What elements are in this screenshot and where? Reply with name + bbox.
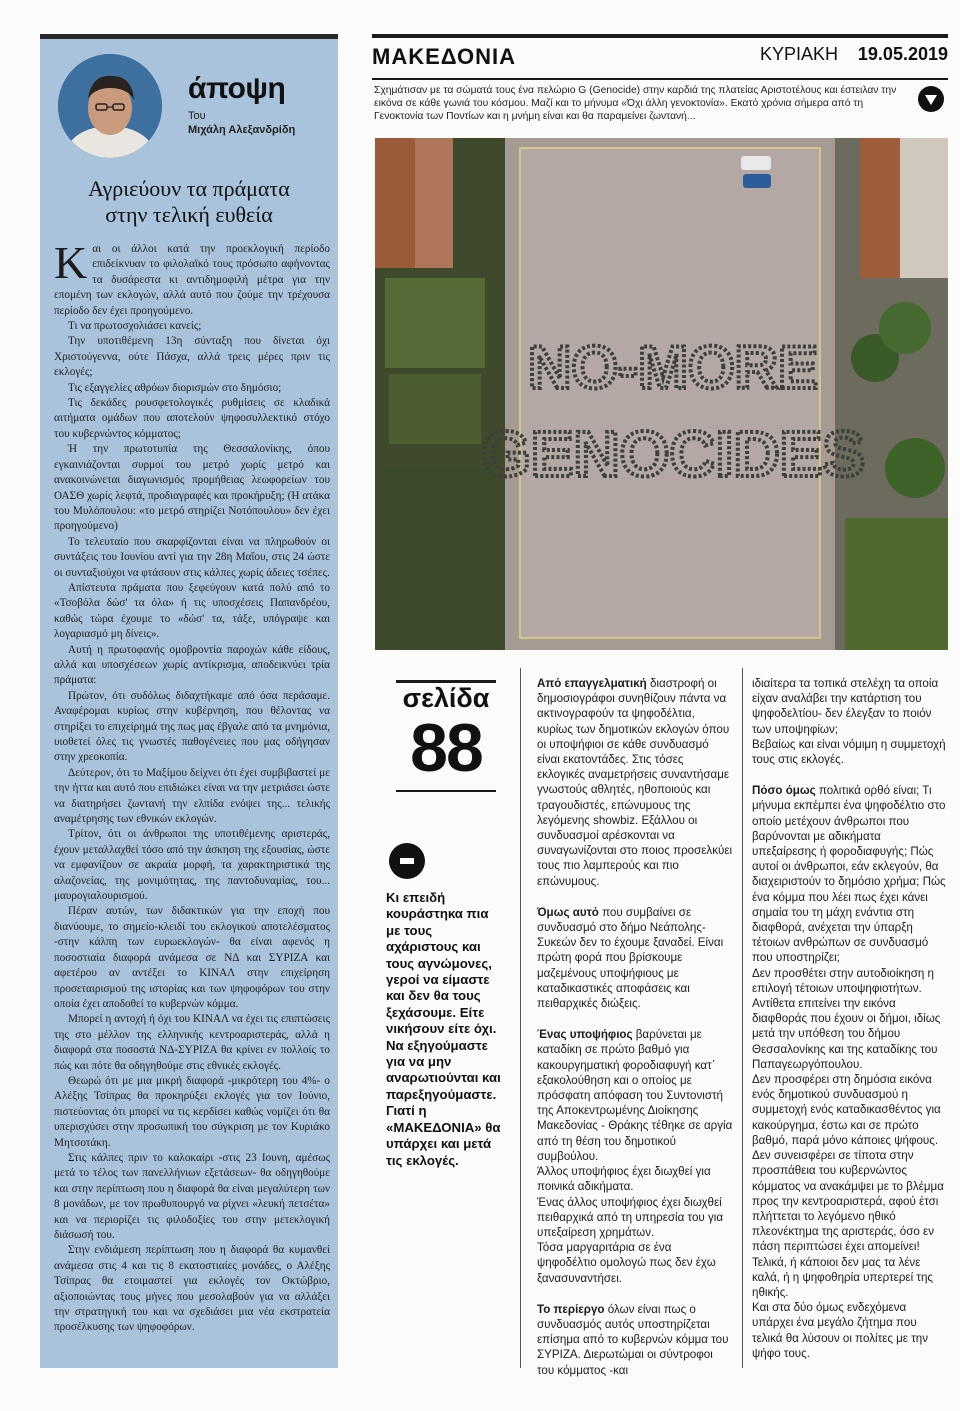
article-paragraph: Τελικά, ή κάποιοι δεν μας τα λένε καλά, ή η ψηφοθηρία υπερτερεί της ηθικής.	[752, 1255, 933, 1299]
opinion-paragraph: Την υποτιθέμενη 13η σύνταξη που δίνεται όχι Χριστούγεννα, ούτε Πάσχα, αλλά τρεις μέρες πριν τις εκλογές;	[54, 335, 330, 379]
article-column-1	[537, 676, 733, 1378]
photo-caption: Σχημάτισαν με τα σώματά τους ένα πελώριο G (Genocide) στην καρδιά της πλατείας Αριστοτέλους και έστειλαν την εικόνα σε κάθε γωνιά του κόσμου. Μαζί και το μήνυμα «Όχι άλλη γενοκτονία». Εκατό χρόνια σήμερα από τη Γενοκτονία των Ποντίων και η μνήμη είναι και θα παραμείνει ζωντανή...	[374, 85, 897, 122]
selida-bottom-rule	[396, 790, 496, 792]
article-paragraph: Όμως αυτό που συμβαίνει σε συνδυασμό στο δήμο Νεάπολης-Συκεών δεν το έχουμε ξαναδεί. Είναι πρώτη φορά που βρίσκουμε μαζεμένους υποψήφιους με καταδικαστικές αποφάσεις και πειθαρχικές διώξεις.	[537, 905, 724, 1011]
masthead-top-rule	[372, 34, 948, 38]
opinion-body	[54, 237, 330, 1336]
article-paragraph: ιδιαίτερα τα τοπικά στελέχη τα οποία είχαν αναλάβει την κατάρτιση του ψηφοδελτίου- δεν έλεγξαν το ποιόν των υποψηφίων;	[752, 677, 939, 736]
opinion-top-rule	[40, 34, 338, 39]
triangle-down-icon	[918, 86, 944, 112]
article-paragraph: Ένας υποψήφιος βαρύνεται με καταδίκη σε πρώτο βαθμό για κακουργηματική φοροδιαφυγή κατ΄ εξακολούθηση και ο οποίος με πρόσφατη απόφαση του Συντονιστή της Αποκεντρωμένης Διοίκησης Μακεδονίας - Θράκης τέθηκε σε αργία από τη θέση του δημοτικού συμβούλου.	[537, 1028, 733, 1163]
opinion-headline	[40, 176, 338, 228]
article-paragraph: Δεν προσθέτει στην αυτοδιοίκηση η επιλογή τέτοιων υποψηφιοτήτων. Αντίθετα επιτείνει την εικόνα διαφθοράς που έχουν οι δήμοι, ιδίως μετά την υπόθεση του δήμου Θεσσαλονίκης και της καταδίκης του Παπαγεωργόπουλου.	[752, 966, 941, 1071]
minus-icon	[389, 843, 425, 879]
opinion-paragraph: Και οι άλλοι κατά την προεκλογική περίοδο επιδείκνυαν το φιλολαϊκό τους πρόσωπο αφήνοντας τα δυσάρεστα κι αντιδημοφιλή μέτρα για την επομένη των εκλογών, αλλά αυτό που ζούμε την τρέχουσα περίοδο δεν έχει προηγούμενο.	[54, 237, 330, 317]
opinion-rubric: άποψη	[188, 72, 286, 105]
issue-date: 19.05.2019	[857, 44, 948, 64]
selida-label: σελίδα	[402, 683, 490, 713]
article-paragraph: Πόσο όμως πολιτικά ορθό είναι; Τι μήνυμα εκπέμπει ένα ψηφοδέλτιο στο οποίο μετέχουν άνθρωποι που βαρύνονται με αδικήματα υπεξαίρεσης ή φοροδιαφυγής; Πώς αυτοί οι άνθρωποι, εάν εκλεγούν, θα διαχειριστούν το δημόσιο χρήμα; Πώς ένα κόμμα που λέει πως έχει κάνει σημαία του τη μάχη ενάντια στη διαφθορά, ανέχεται την ύπαρξη τέτοιων ανθρώπων σε συνδυασμό που υποστηρίζει;	[752, 784, 946, 965]
article-paragraph: Και στα δύο όμως ενδεχόμενα υπάρχει ένα μεγάλο ζήτημα που τελικά θα λύσουν οι πολίτες με την ψήφο τους.	[752, 1301, 929, 1360]
opinion-paragraph: Τις δεκάδες ρουσφετολογικές ρυθμίσεις σε κλαδικά αιτήματα ομάδων που αποτελούν ψηφοσυλλεκτικό στόχο του κυβερνώντος κόμματος;	[54, 397, 330, 440]
article-paragraph: Άλλος υποψήφιος έχει διωχθεί για ποινικά αδικήματα.	[537, 1165, 711, 1194]
article-paragraph: Τόσα μαργαριτάρια σε ένα ψηφοδέλτιο ομολογώ πως δεν έχω ξανασυναντήσει.	[537, 1241, 716, 1285]
opinion-paragraph: Το τελευταίο που σκαρφίζονται είναι να πληρωθούν οι συντάξεις του Ιουνίου αντί για την 28η Μαΐου, στις 24 ώστε οι συνταξιούχοι να φτάσουν στις κάλπες χωρίς άδειες τσέπες.	[54, 535, 330, 579]
opinion-paragraph: Τρίτον, ότι οι άνθρωποι της υποτιθέμενης αριστεράς, έχουν μεταλλαχθεί τόσο από την άσκηση της εξουσίας, ώστε να εμφανίζουν σε ακραία μορφή, τα χαρακτηριστικά της αλαζονείας, της μονιμότητας, της παντοδυναμίας, του... μαυρογιαλουρισμού.	[54, 828, 330, 903]
opinion-paragraph: Πέραν αυτών, των διδακτικών για την εποχή που διανύουμε, το σημείο-κλειδί του εκλογικού αποτελέσματος -στην κάλπη των ευρωεκλογών- θα είναι αφενός η ποσοστιαία διαφορά ανάμεσα σε ΝΔ και ΣΥΡΙΖΑ και αφετέρου αν αντέξει το ΚΙΝΑΛ στην επιχείρηση προσεταιρισμού της ιστορίας και των ψηφοφόρων του στην οποία έχει αποδοθεί το κυβερνών κόμμα.	[54, 905, 330, 1010]
article-paragraph: Δεν συνεισφέρει σε τίποτα στην προσπάθεια του κυβερνώντος κόμματος να ανακάμψει με το βλέμμα προς την κεντροαριστερά, αφού έτσι πλήττεται το λεγόμενο ηθικό πλεονέκτημα της αριστεράς, όσο εν πάση περιπτώσει έχει απομείνει!	[752, 1149, 944, 1254]
headline-line-2: στην τελική ευθεία	[105, 202, 273, 227]
opinion-paragraph: Θεωρώ ότι με μια μικρή διαφορά -μικρότερη του 4%- ο Αλέξης Τσίπρας θα προκηρύξει εκλογές για τον Ιούνιο, πιστεύοντας ότι μπορεί να τις κερδίσει καθώς νομίζει ότι θα υπερισχύσει στην προσωπική του σύγκριση με τον Κυριάκο Μητσοτάκη.	[54, 1074, 330, 1149]
selida-number: 88	[410, 710, 482, 786]
opinion-paragraph: Αυτή η πρωτοφανής ομοβροντία παροχών κάθε είδους, αλλά και υποσχέσεων χωρίς αντίκρισμα, αποδεικνύει τρία πράματα:	[54, 643, 330, 687]
article-paragraph: Ένας άλλος υποψήφιος έχει διωχθεί πειθαρχικά από τη υπηρεσία του για υπεξαίρεση χρημάτων.	[537, 1195, 724, 1239]
masthead	[372, 34, 948, 69]
opinion-paragraph: Απίστευτα πράματα που ξεφεύγουν κατά πολύ από το «Τσοβόλα δώσ' τα όλα» ή τις υποσχέσεις Παπανδρέου, καθώς τώρα έχουμε το «δώσ' τα, τάξε, υπόγραψε και λογαριασμό μη δίνεις».	[54, 581, 330, 641]
author-avatar	[58, 54, 162, 158]
masthead-bottom-rule	[372, 78, 948, 80]
photo-text-line-2: GENOCIDES	[480, 418, 866, 490]
column-divider	[742, 668, 743, 1368]
headline-line-1: Αγριεύουν τα πράματα	[88, 176, 290, 201]
opinion-paragraph: Μπορεί η αντοχή ή όχι του ΚΙΝΑΛ να έχει τις επιπτώσεις της στο μέλλον της ελληνικής κεντροαριστεράς, αλλά η διαφορά στα ποσοστά ΝΔ-ΣΥΡΙΖΑ θα κρίνει εν πολλοίς το πώς και πότε θα οδηγηθούμε στις εθνικές εκλογές.	[54, 1013, 330, 1072]
opinion-paragraph: Δεύτερον, ότι το Μαξίμου δείχνει ότι έχει συμβιβαστεί με την ήττα και αυτό που επιδιώκει είναι να την μετριάσει ώστε να διατηρήσει ζωντανή την ελπίδα ενόψει της... τελικής αναμέτρησης των εθνικών εκλογών.	[54, 766, 330, 826]
opinion-paragraph: Στην ενδιάμεση περίπτωση που η διαφορά θα κυμανθεί ανάμεσα στις 4 και τις 8 εκατοστιαίες μονάδες, ο Αλέξης Τσίπρας θα ετοιμαστεί για εκλογές τον Οκτώβριο, αξιοποιώντας τους μήνες που μεσολαβούν για να αλλάξει την στρατηγική του και να σχεδιάσει μια νέα εκστρατεία προσέλκυσης των ψηφοφόρων.	[54, 1244, 330, 1334]
selida-highlight-text: Κι επειδή κουράστηκα πια με τους αχάριστους και τους αγνώμονες, γεροί να είμαστε και δεν θα τους ξεχάσουμε. Είτε νικήσουν είτε όχι. Να εξηγούμαστε για να μην αναρωτιούνται και παρεξηγούμαστε. Γιατί η «ΜΑΚΕΔΟΝΙΑ» θα υπάρχει και μετά τις εκλογές.	[386, 890, 501, 1168]
opinion-paragraph: Στις κάλπες πριν το καλοκαίρι -στις 23 Ιουνη, αμέσως μετά το τέλος των πανελλήνιων εξετάσεων- θα οδηγηθούμε και στην περίπτωση που η διαφορά θα είναι μεγαλύτερη των 8 μονάδων, με τον πρωθυπουργό να ρίχνει «λευκή πετσέτα» και να περιορίζει τις φιλοδοξίες του στην μετεκλογική διάσωσή του.	[54, 1151, 330, 1241]
aerial-photo	[375, 138, 948, 650]
paper-name: ΜΑΚΕΔΟΝΙΑ	[372, 44, 516, 69]
article-paragraph: Δεν προσφέρει στη δημόσια εικόνα ενός δημοτικού συνδυασμού η συμμετοχή ενός καταδικασθέντος για κακούργημα, έστω και σε πρώτο βαθμό, παρά μόνο κάποιες ψήφους.	[752, 1073, 941, 1147]
byline-prefix: Του	[188, 110, 206, 122]
article-paragraph: Βεβαίως και είναι νόμιμη η συμμετοχή τους στις εκλογές.	[752, 737, 946, 767]
drop-cap: Κ	[54, 237, 88, 288]
opinion-paragraph: Ή την πρωτοτυπία της Θεσσαλονίκης, όπου εγκαινιάζονται συρμοί του μετρό χωρίς μετρό και ανακοινώνεται διαγωνισμός προμήθειας λεωφορείων του ΟΑΣΘ χωρίς λεφτά, προδιαγραφές και προκήρυξη; (Η ατάκα του Μυλόπουλου: «το μετρό στηρίζει Νοτόπουλου» δεν έχει προηγούμενο)	[54, 443, 330, 533]
issue-day: ΚΥΡΙΑΚΗ	[759, 44, 838, 64]
article-column-2	[752, 676, 948, 1361]
column-divider	[520, 668, 521, 1368]
opinion-paragraph: Πρώτον, ότι συδόλως διδαχτήκαμε από όσα περάσαμε. Αναφέρομαι κυρίως στην κυβέρνηση, που θέλοντας να στηρίξει το επιχείρημά της πως μας έβγαλε από τα μνημόνια, υιοθετεί όλες τις γνωστές παθογένειες που μας οδήγησαν στην χρεοκοπία.	[54, 689, 330, 764]
article-paragraph: Το περίεργο όλων είναι πως ο συνδυασμός αυτός υποστηρίζεται επίσημα από το κυβερνών κόμμα του ΣΥΡΙΖΑ. Διερωτώμαι οι σύντροφοι του κόμματος -και	[537, 1302, 729, 1377]
opinion-paragraph: Τι να πρωτοσχολιάσει κανείς;	[68, 320, 202, 333]
article-paragraph: Από επαγγελματική διαστροφή οι δημοσιογράφοι συνηθίζουν πάντα να ακτινογραφούν τα ψηφοδέλτια, κυρίως των δημοτικών εκλογών όπου οι υποψήφιοι σε κάθε συνδυασμό είναι εκατοντάδες. Στις τόσες εκλογικές αναμετρήσεις συναντήσαμε γνωστούς αθλητές, ηθοποιούς και τραγουδιστές, επώνυμους της λεγόμενης showbiz. Εξάλλου οι συνδυασμοί αρέσκονται να συναγωνίζονται στο ποιος προσελκύει τους πιο λαμπερούς και πιο επώνυμους.	[537, 677, 733, 888]
opinion-column	[40, 34, 338, 1368]
byline-author: Μιχάλη Αλεξανδρίδη	[188, 124, 296, 136]
opinion-paragraph: Τις εξαγγελίες αθρόων διορισμών στο δημόσιο;	[68, 381, 282, 394]
photo-text-line-1: NO-MORE	[528, 334, 818, 401]
